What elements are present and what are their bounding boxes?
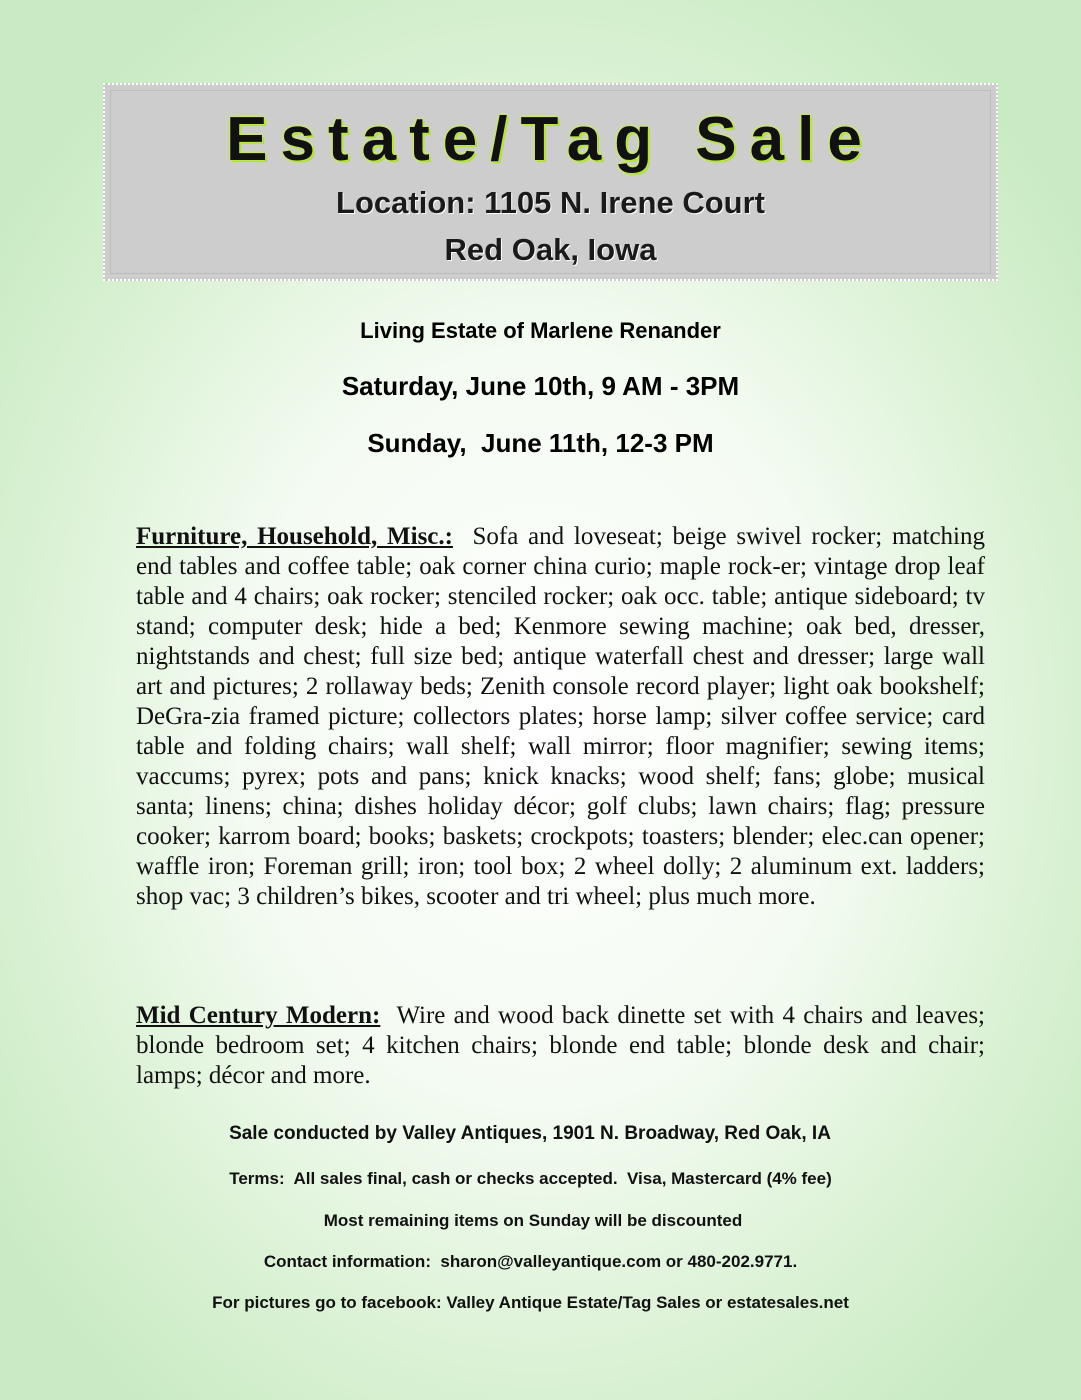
terms: Terms: All sales final, cash or checks accepted. Visa, Mastercard (4% fee) xyxy=(229,1169,832,1188)
saturday-hours: Saturday, June 10th, 9 AM - 3PM xyxy=(341,371,740,401)
conducted-by: Sale conducted by Valley Antiques, 1901 N. Broadway, Red Oak, IA xyxy=(229,1123,831,1144)
mid-century-items: Wire and wood back dinette set with 4 chairs and leaves; blonde bedroom set; 4 kitchen chairs; blonde end table; blonde desk and chair; lamps; décor and more. xyxy=(136,1002,985,1089)
page-title: Estate/Tag Sale xyxy=(226,105,875,174)
estate-name: Living Estate of Marlene Renander xyxy=(360,318,721,343)
header-banner xyxy=(103,83,998,281)
mid-century-heading: Mid Century Modern: xyxy=(136,1002,381,1029)
location-address: Location: 1105 N. Irene Court xyxy=(336,185,765,220)
furniture-items: Sofa and loveseat; beige swivel rocker; matching end tables and coffee table; oak corner china curio; maple rock-er; vintage drop leaf table and 4 chairs; oak rocker; stenciled rocker; oak occ. table; antique sideboard; tv stand; computer desk; hide a bed; Kenmore sewing machine; oak bed, dresser, nightstands and chest; full size bed; antique waterfall chest and dresser; large wall art and pictures; 2 rollaway beds; Zenith console record player; light oak bookshelf; DeGra-zia framed picture; collectors plates; horse lamp; silver coffee service; card table and folding chairs; wall shelf; wall mirror; floor magnifier; sewing items; vaccums; pyrex; pots and pans; knick knacks; wood shelf; fans; globe; musical santa; linens; china; dishes holiday décor; golf clubs; lawn chairs; flag; pressure cooker; karrom board; books; baskets; crockpots; toasters; blender; elec.can opener; waffle iron; Foreman grill; iron; tool box; 2 wheel dolly; 2 aluminum ext. ladders; shop vac; 3 children’s bikes, scooter and tri wheel; plus much more. xyxy=(136,523,985,910)
sunday-hours: Sunday, June 11th, 12-3 PM xyxy=(367,428,714,458)
furniture-heading: Furniture, Household, Misc.: xyxy=(136,523,453,550)
furniture-section xyxy=(136,522,985,912)
mid-century-section xyxy=(136,1001,985,1091)
pictures-info: For pictures go to facebook: Valley Antique Estate/Tag Sales or estatesales.net xyxy=(212,1293,849,1312)
location-city: Red Oak, Iowa xyxy=(444,232,657,267)
discount-note: Most remaining items on Sunday will be discounted xyxy=(323,1211,743,1230)
contact-info: Contact information: sharon@valleyantique.com or 480-202.9771. xyxy=(263,1252,798,1271)
